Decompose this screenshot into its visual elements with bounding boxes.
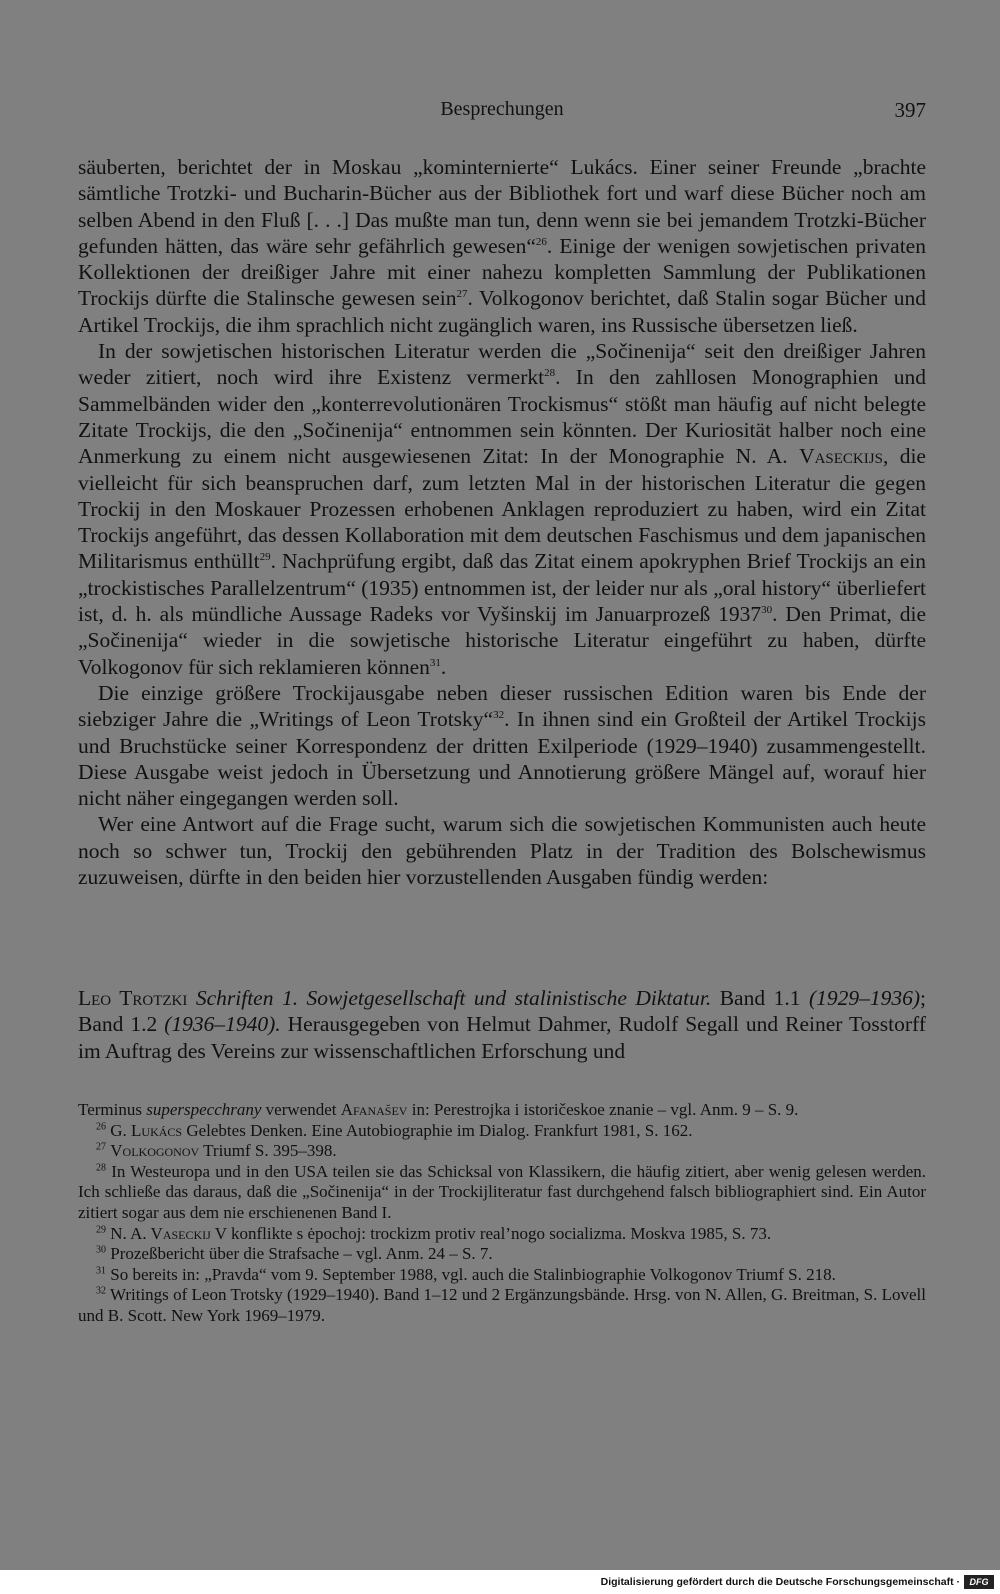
text-run: In der sowjetischen historischen Literatur werden die „Sočinenija“ seit den dreißiger Jahren weder zitiert, noch wird ihre Existenz vermerkt	[78, 339, 926, 390]
footnote	[78, 1162, 926, 1224]
text-run: ; Band 1.2	[78, 986, 926, 1037]
footnote	[78, 1285, 926, 1326]
footnote-ref: 27	[456, 288, 468, 301]
text-run: . Nachprüfung ergibt, daß das Zitat einem apokryphen Brief Trockijs an ein „trockistisches Parallelzentrum“ (1935) entnommen ist, der leider nur als „oral history“ überliefert ist, d. h. als mündliche Aussage Radeks vor Vyšinskij im Januarprozeß 1937	[78, 549, 926, 627]
book-author: Leo Trotzki	[78, 986, 188, 1010]
text-run: verwendet	[261, 1100, 341, 1119]
footnote-text: Prozeßbericht über die Strafsache – vgl. Anm. 24 – S. 7.	[110, 1244, 493, 1264]
footnote-ref: 26	[535, 235, 547, 248]
text-run: in: Perestrojka i istoričeskoe znanie – vgl. Anm. 9 – S. 9.	[407, 1100, 799, 1119]
author-name: Volkogonov	[110, 1141, 200, 1161]
footnote-number: 27	[96, 1141, 106, 1153]
funding-credit: Digitalisierung gefördert durch die Deutsche Forschungsgemeinschaft ·	[600, 1576, 960, 1588]
footnote	[78, 1121, 926, 1142]
footnote-ref: 30	[761, 603, 773, 616]
header-title: Besprechungen	[440, 98, 564, 120]
footnote-number: 32	[96, 1285, 106, 1297]
bibliographic-entry	[78, 985, 926, 1064]
author-name: Vaseckijs	[799, 444, 883, 469]
footnote-number: 29	[96, 1223, 106, 1235]
footnote	[78, 1224, 926, 1245]
footnote-number: 28	[96, 1162, 106, 1174]
page-number: 397	[894, 98, 926, 122]
footnote-text: In Westeuropa und in den USA teilen sie das Schicksal von Klassikern, die häufig zitiert, aber wenig gelesen werden. Ich schließe das daraus, daß die „Sočinenija“ in der Trockijliteratur fast durchgehend falsch bibliographiert sind. Ein Autor zitiert sogar aus dem nie erschienenen Band I.	[78, 1161, 927, 1222]
text-run: , die vielleicht für sich beanspruchen darf, zum letzten Mal in der historischen Literatur die gegen Trockij in den Moskauer Prozessen erhobenen Anklagen reproduziert zu haben, wird ein Zitat Trockijs angeführt, das dessen Kollaboration mit dem deutschen Faschismus und dem japanischen Militarismus enthüllt	[78, 444, 926, 574]
text-run: superspecchrany	[146, 1100, 262, 1119]
footnote-text: V konflikte s ėpochoj: trockizm protiv real’nogo socializma. Moskva 1985, S. 73.	[210, 1223, 772, 1243]
running-header	[78, 98, 926, 124]
footnote	[78, 1265, 926, 1286]
author-name: Afanas̆ev	[340, 1100, 408, 1119]
main-text	[78, 154, 926, 890]
paragraph	[78, 338, 926, 680]
footnote-ref: 29	[259, 551, 271, 564]
paragraph	[78, 154, 926, 338]
author-name: N. A. Vaseckij	[110, 1223, 211, 1243]
footnote	[78, 1244, 926, 1265]
paragraph	[78, 680, 926, 811]
text-run: (1936–1940).	[164, 1012, 281, 1037]
footnote-text: So bereits in: „Pravda“ vom 9. September 1988, vgl. auch die Stalinbiographie Volkogonov Triumf S. 218.	[110, 1264, 836, 1284]
footnote-continuation	[78, 1100, 926, 1121]
text-run: . Den Primat, die „Sočinenija“ wieder in die sowjetische historische Literatur eingeführt zu haben, dürfte Volkogonov für sich reklamieren können	[78, 602, 926, 679]
paragraph: Wer eine Antwort auf die Frage sucht, warum sich die sowjetischen Kommunisten auch heute noch so schwer tun, Trockij den gebührenden Platz in der Tradition des Bolschewismus zuzuweisen, dürfte in den beiden hier vorzustellenden Ausgaben fündig werden:	[78, 812, 926, 890]
book-title: Schriften 1. Sowjetgesellschaft und stalinistische Diktatur.	[195, 986, 712, 1010]
text-run: säuberten, berichtet der in Moskau „kominternierte“ Lukács. Einer seiner Freunde „brachte sämtliche Trotzki- und Bucharin-Bücher aus der Bibliothek fort und warf diese Bücher noch am selben Abend in den Fluß [. . .] Das mußte man tun, denn wenn sie bei jemandem Trotzki-Bücher gefunden hätten, das wäre sehr gefährlich gewesen“	[78, 155, 926, 258]
text-run: Die einzige größere Trockijausgabe neben dieser russischen Edition waren bis Ende der siebziger Jahre die „Writings of Leon Trotsky“	[78, 680, 926, 732]
footnote-ref: 32	[493, 709, 505, 722]
footnote-text: Gelebtes Denken. Eine Autobiographie im Dialog. Frankfurt 1981, S. 162.	[182, 1120, 693, 1140]
text-run: . Einige der wenigen sowjetischen privaten Kollektionen der dreißiger Jahre mit einer nahezu kompletten Sammlung der Publikationen Trockijs dürfte die Stalinsche gewesen sein	[78, 233, 926, 311]
footnote-ref: 31	[429, 656, 441, 669]
author-name: G. Lukács	[110, 1120, 183, 1140]
text-run: Terminus	[78, 1100, 147, 1119]
text-run: (1929–1936)	[808, 986, 921, 1010]
footnote-number: 30	[96, 1244, 106, 1256]
footnote-number: 31	[96, 1265, 106, 1277]
footnotes	[78, 1100, 926, 1327]
text-run: .	[440, 654, 447, 679]
footnote-ref: 28	[544, 367, 556, 380]
text-run: Herausgegeben von Helmut Dahmer, Rudolf Segall und Reiner Tosstorff im Auftrag des Vereins zur wissenschaftlichen Erforschung und	[78, 1012, 926, 1063]
text-run: . In ihnen sind ein Großteil der Artikel Trockijs und Bruchstücke seiner Korrespondenz der dritten Exilperiode (1929–1940) zusammengestellt. Diese Ausgabe weist jedoch in Übersetzung und Annotierung größere Mängel auf, worauf hier nicht näher eingegangen werden soll.	[78, 707, 926, 811]
dfg-logo: DFG	[964, 1575, 994, 1589]
footnote	[78, 1141, 926, 1162]
footnote-text: Writings of Leon Trotsky (1929–1940). Band 1–12 und 2 Ergänzungsbände. Hrsg. von N. Allen, G. Breitman, S. Lovell und B. Scott. New York 1969–1979.	[78, 1285, 926, 1325]
text-run: Band 1.1	[711, 986, 809, 1010]
footnote-text: Triumf S. 395–398.	[199, 1141, 337, 1161]
digitization-footer	[0, 1572, 1000, 1594]
footnote-number: 26	[96, 1120, 106, 1132]
text-run: . Volkogonov berichtet, daß Stalin sogar Bücher und Artikel Trockijs, die ihm sprachlich nicht zugänglich waren, ins Russische übersetzen ließ.	[78, 286, 926, 337]
text-run: . In den zahllosen Monographien und Sammelbänden wider den „konterrevolutionären Trockismus“ stößt man häufig auf nicht belegte Zitate Trockijs, die den „Sočinenija“ entnommen sein könnten. Der Kuriosität halber noch eine Anmerkung zu einem nicht ausgewiesenen Zitat: In der Monographie N. A.	[78, 365, 926, 469]
